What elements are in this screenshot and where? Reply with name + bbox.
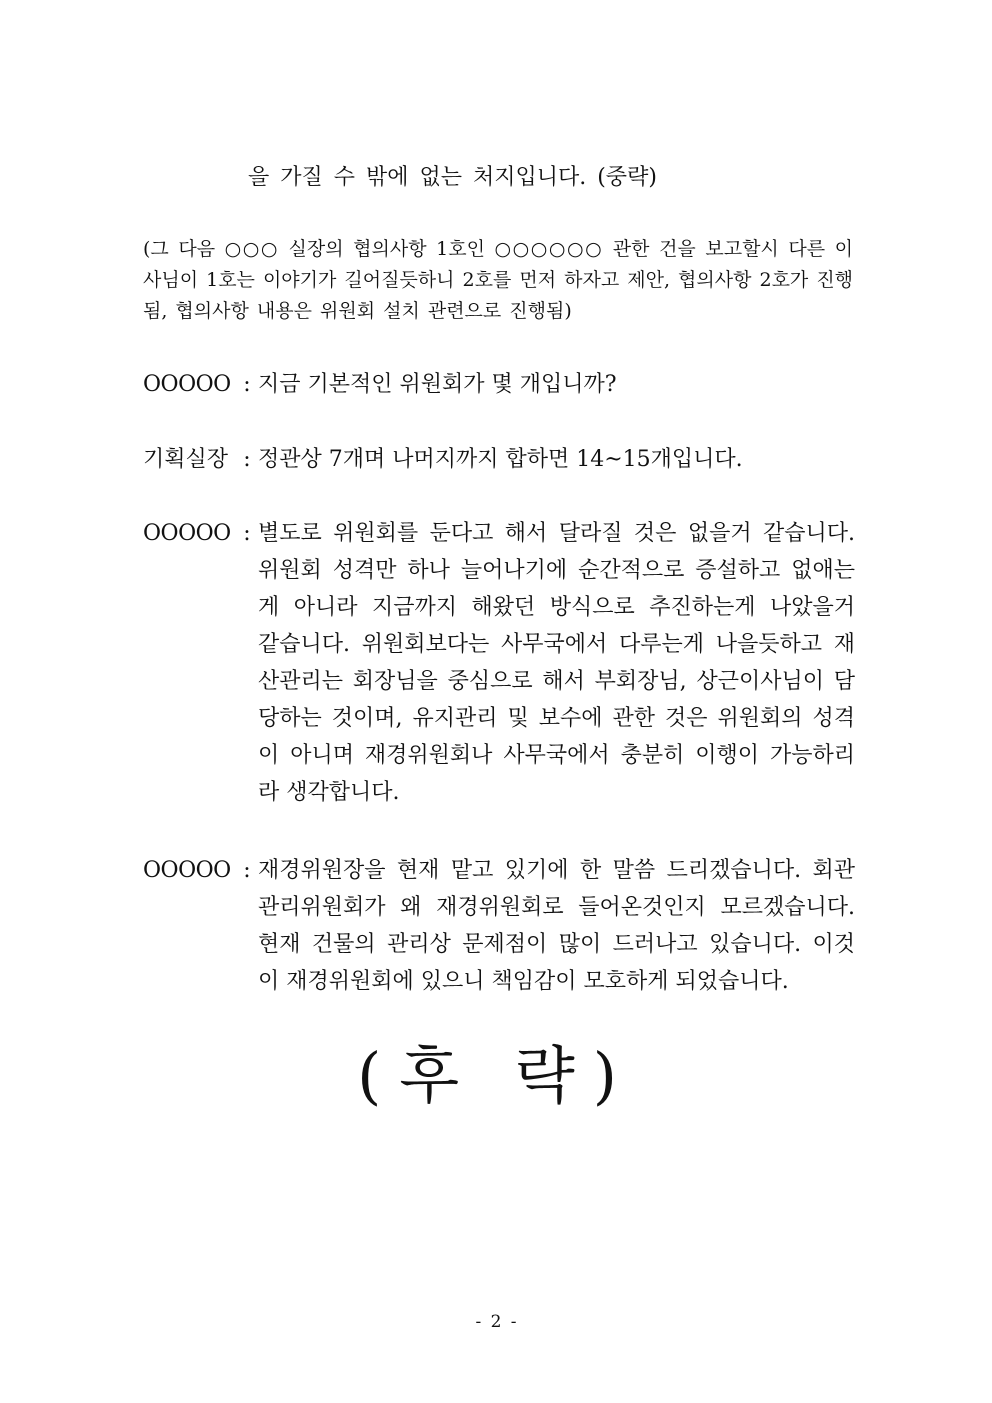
speech-line: 위원회 성격만 하나 늘어나기에 순간적으로 증설하고 없애는 [258,558,855,583]
speech-line: 산관리는 회장님을 중심으로 해서 부회장님, 상근이사님이 담 [258,669,855,694]
speech-line: 관리위원회가 왜 재경위원회로 들어온것인지 모르겠습니다. [258,895,855,920]
speech-content [258,366,855,403]
speaker-colon: : [243,858,251,883]
speaker-colon: : [243,521,251,546]
speaker-name: OOOOO [143,521,231,546]
dialogue-entry [143,366,855,403]
speech-line: 지금 기본적인 위원회가 몇 개입니까? [258,372,617,397]
speaker-colon: : [243,372,251,397]
speech-line: 라 생각합니다. [258,780,400,805]
note-line: (그 다음 ○○○ 실장의 협의사항 1호인 ○○○○○○ 관한 건을 보고할시 다른 이 [143,238,853,260]
speech-content [258,515,855,811]
dialogue-entry [143,852,855,1000]
dialogue-entry [143,515,855,811]
continuation-line: 을 가질 수 밖에 없는 처지입니다. (중략) [248,165,657,190]
speech-line: 현재 건물의 관리상 문제점이 많이 드러나고 있습니다. 이것 [258,932,855,957]
speech-content [258,852,855,1000]
speech-line: 당하는 것이며, 유지관리 및 보수에 관한 것은 위원회의 성격 [258,706,855,731]
speech-line: 이 재경위원회에 있으니 책임감이 모호하게 되었습니다. [258,969,789,994]
note-line: 됨, 협의사항 내용은 위원회 설치 관련으로 진행됨) [143,300,572,322]
speech-line: 재경위원장을 현재 맡고 있기에 한 말씀 드리겠습니다. 회관 [258,858,855,883]
speech-line: 게 아니라 지금까지 해왔던 방식으로 추진하는게 나았을거 [258,595,855,620]
closing-omission-mark: (후 략) [357,1039,635,1112]
speaker-name: OOOOO [143,858,231,883]
page-number: - 2 - [475,1312,517,1332]
speaker-name: 기획실장 [143,447,229,472]
note-line: 사님이 1호는 이야기가 길어질듯하니 2호를 먼저 하자고 제안, 협의사항 2호가 진행 [143,269,854,291]
speech-line: 별도로 위원회를 둔다고 해서 달라질 것은 없을거 같습니다. [258,521,855,546]
speech-line: 이 아니며 재경위원회나 사무국에서 충분히 이행이 가능하리 [258,743,855,768]
speech-content [258,441,855,478]
speaker-colon: : [243,447,251,472]
editorial-note [143,234,853,327]
speaker-name: OOOOO [143,372,231,397]
dialogue-entry [143,441,855,478]
speech-line: 같습니다. 위원회보다는 사무국에서 다루는게 나을듯하고 재 [258,632,855,657]
speech-line: 정관상 7개며 나머지까지 합하면 14~15개입니다. [258,447,743,472]
